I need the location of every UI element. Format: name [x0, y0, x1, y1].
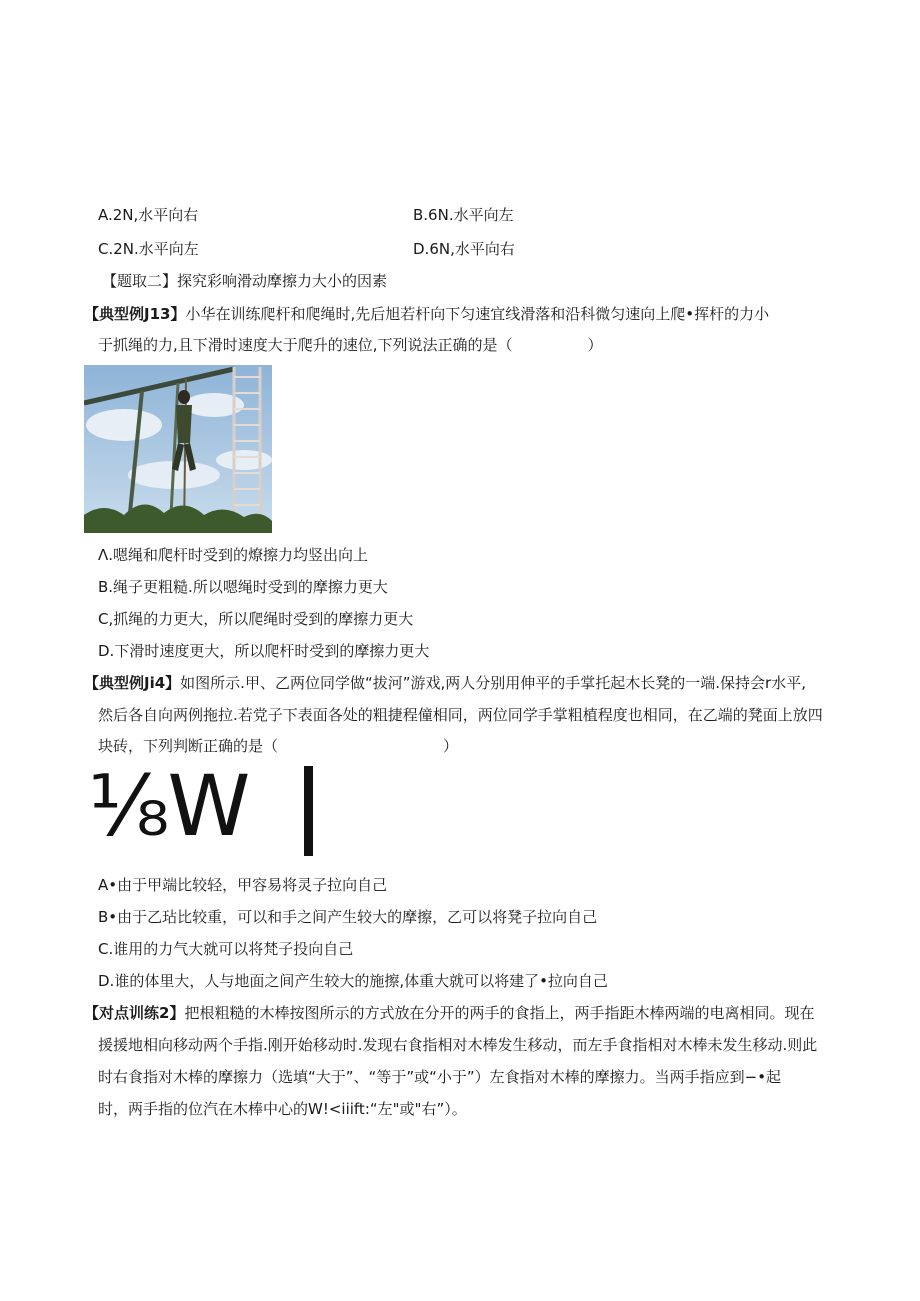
example-3-option-d: D.下滑时速度更大，所以爬杆时受到的摩擦力更大 [98, 642, 430, 660]
topic-heading: 【题取二】探究彩响滑动摩擦力大小的因素 [102, 272, 388, 290]
training-2-stem-1: 把根粗糙的木棒按图所示的方式放在分开的两手的食指上，两手指距木棒两端的电离相同。现在 [184, 1004, 815, 1022]
example-4-option-d: D.谁的体里大，人与地面之间产生较大的施擦,体重大就可以将建了•拉向自己 [98, 972, 608, 990]
example-3-stem-2: 于抓绳的力,且下滑时速度大于爬升的速位,下列说法正确的是（ ） [98, 336, 603, 354]
option-c: C.2N.水平向左 [98, 240, 199, 258]
example-3-line-1 [84, 303, 769, 325]
example-4-option-b: B•由于乙玷比较重，可以和手之间产生较大的摩擦，乙可以将凳子拉向自己 [98, 908, 598, 926]
training-2-line-1 [84, 1002, 814, 1024]
option-d: D.6N,水平向右 [413, 240, 515, 258]
example-3-option-c: C,抓绳的力更大，所以爬绳时受到的摩擦力更大 [98, 610, 414, 628]
example-3-option-b: B.绳子更粗糙.所以嗯绳时受到的摩擦力更大 [98, 578, 388, 596]
example-4-option-c: C.谁用的力气大就可以将梵子投向自己 [98, 940, 354, 958]
rope-climbing-photo [84, 365, 272, 533]
option-b: B.6N.水平向左 [413, 206, 514, 224]
training-2-stem-3: 时右食指对木棒的摩擦力（选填“大于”、“等于”或“小于”）左食指对木棒的摩擦力。当两手指应到−•起 [98, 1068, 782, 1086]
training-2-stem-2: 援援地相向移动两个手指.刚开始移动时.发现右食指相对木棒发生移动，而左手食指相对木棒未发生移动.则此 [98, 1036, 818, 1054]
example-4-figure-bar [304, 766, 313, 856]
example-3-stem-1: 小华在训练爬杆和爬绳时,先后旭若杆向下匀速宜线滑落和沿科微匀速向上爬•挥杆的力小 [185, 305, 770, 323]
example-4-tag: 【典型例Ji4】 [84, 674, 181, 692]
option-a: A.2N,水平向右 [98, 206, 199, 224]
training-2-tag: 【对点训练2】 [84, 1004, 185, 1022]
example-4-option-a: A•由于甲端比较轻，甲容易将灵子拉向自己 [98, 876, 388, 894]
training-2-stem-4: 时，两手指的位汽在木棒中心的W!<iiift:“左"或"右”）。 [98, 1100, 467, 1118]
example-3-tag: 【典型例J13】 [84, 305, 186, 323]
example-4-figure-text: ⅛W [88, 757, 249, 855]
rope-climbing-illustration [84, 365, 272, 533]
example-3-option-a: Λ.嗯绳和爬杆时受到的燎擦力均竖出向上 [98, 546, 369, 564]
example-4-stem-2: 然后各自向两例拖拉.若党子下表面各处的粗捷程僮相同，两位同学手掌粗植程度也相同，在乙端的凳面上放四 [98, 706, 823, 724]
example-4-stem-1: 如图所示.甲、乙两位同学做“拔河”游戏,两人分别用伸平的手掌托起木长凳的一端.保持会r水平, [180, 674, 806, 692]
example-4-stem-3: 块砖，下列判断正确的是（ ） [98, 737, 459, 755]
example-4-line-1 [84, 672, 806, 694]
